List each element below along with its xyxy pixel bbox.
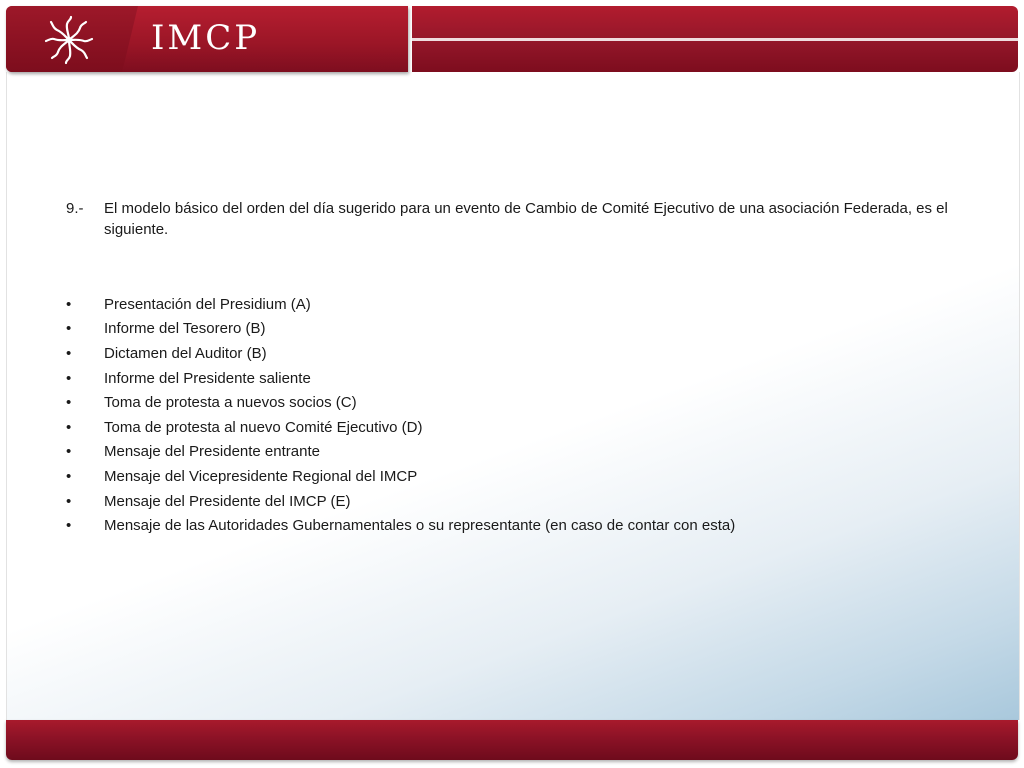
list-item-text: Toma de protesta a nuevos socios (C) (104, 394, 357, 412)
bullet-icon: • (66, 320, 72, 338)
list-item (66, 292, 976, 317)
list-item-text: Mensaje de las Autoridades Gubernamentales o su representante (en caso de contar con esta) (104, 517, 736, 535)
slide-body (66, 198, 976, 538)
list-item-text: Mensaje del Presidente entrante (104, 443, 320, 461)
footer-bar (6, 720, 1018, 760)
list-item (66, 317, 976, 342)
bullet-icon: • (66, 443, 72, 461)
bullet-icon: • (66, 369, 72, 387)
list-item (66, 366, 976, 391)
list-item-text: Informe del Presidente saliente (104, 369, 311, 387)
bullet-icon: • (66, 517, 72, 535)
bullet-icon: • (66, 344, 72, 362)
bullet-icon: • (66, 492, 72, 510)
header-decor-line (412, 38, 1018, 41)
list-item-text: Mensaje del Vicepresidente Regional del IMCP (104, 467, 418, 485)
list-item-text: Dictamen del Auditor (B) (104, 344, 267, 362)
intro-text: El modelo básico del orden del día sugerido para un evento de Cambio de Comité Ejecutivo de una asociación Federada, es el siguiente. (104, 200, 948, 238)
list-item-text: Presentación del Presidium (A) (104, 295, 311, 313)
list-item (66, 513, 976, 538)
list-item-text: Informe del Tesorero (B) (104, 320, 266, 338)
list-item (66, 390, 976, 415)
list-item (66, 489, 976, 514)
bullet-icon: • (66, 394, 72, 412)
list-item (66, 464, 976, 489)
brand-title: IMCP (151, 18, 261, 58)
bullet-icon: • (66, 467, 72, 485)
bullet-icon: • (66, 295, 72, 313)
agenda-list (66, 292, 976, 538)
list-item-text: Toma de protesta al nuevo Comité Ejecutivo (D) (104, 418, 423, 436)
intro-number: 9.- (66, 200, 84, 217)
intro-paragraph (66, 198, 976, 240)
imcp-sunburst-logo-icon (40, 12, 98, 68)
list-item-text: Mensaje del Presidente del IMCP (E) (104, 492, 351, 510)
list-item (66, 341, 976, 366)
list-item (66, 415, 976, 440)
bullet-icon: • (66, 418, 72, 436)
list-item (66, 440, 976, 465)
